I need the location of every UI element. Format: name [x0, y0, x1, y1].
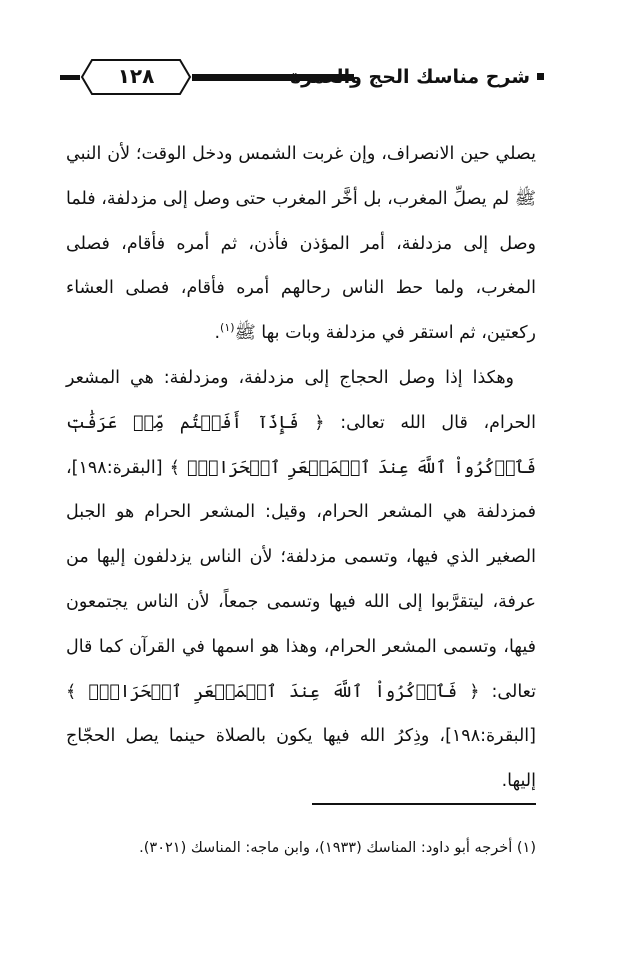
paragraph-1-line-4: المغرب، ولما حط الناس رحالهم أمره فأقام، فصلى العشاء ركعتين،: [66, 278, 536, 344]
paragraph-1-line-3: فلما وصل إلى مزدلفة، أمر المؤذن فأذن، ثم أمره فأقام، فصلى: [66, 188, 536, 254]
body-text: [66, 132, 536, 804]
footnote: (١) أخرجه أبو داود: المناسك (١٩٣٣)، وابن ماجه: المناسك (٣٠٢١).: [139, 840, 536, 856]
paragraph-1-line-5: ثم استقر في مزدلفة وبات بها ﷺ: [234, 323, 476, 344]
header-rule-tail: [60, 75, 80, 80]
footnote-rule: [312, 803, 536, 805]
quran-verse-2: ﴿ فَٱذۡكُرُواْ ٱللَّهَ عِندَ ٱلۡمَشۡعَرِ ٱلۡحَرَامِۖ ﴾: [66, 681, 480, 702]
page-number: ١٢٨: [117, 64, 155, 88]
paragraph-2-text-1: وهكذا إذا وصل الحجاج إلى مزدلفة، ومزدلفة: هي المشعر الحرام، قال الله تعالى:: [66, 367, 536, 433]
paragraph-2: [66, 356, 536, 804]
running-header: [60, 58, 544, 98]
page-number-frame: [80, 58, 192, 96]
footnote-reference: (١): [220, 321, 235, 335]
paragraph-2-text-2: [البقرة:١٩٨]، فمزدلفة هي المشعر الحرام، وقيل: المشعر الحرام هو الجبل الصغير الذي فيها، وتسمى مزدلفة؛ لأن الناس يزدلفون إليها من عرفة، ليتقرَّبوا إلى الله فيها وتسمى جمعاً، لأن الناس يجتمعون فيها، وتسمى المشعر الحرام، وهذا هو اسمها في القرآن كما قال تعالى:: [66, 457, 536, 702]
paragraph-2-text-3: [البقرة:١٩٨]، وذِكرُ الله فيها يكون بالصلاة حينما يصل الحجّاج إليها.: [66, 726, 536, 792]
paragraph-1: يصلي حين الانصراف، وإن غربت الشمس ودخل الوقت؛ لأن النبي ﷺ لم يصلِّ المغرب، بل أخَّر المغرب حتى وصل إلى مزدلفة، فلما وصل إلى مزدلفة، أمر المؤذن فأذن، ثم أمره فأقام، فصلى المغرب، ولما حط الناس رحالهم أمره فأقام، فصلى العشاء ركعتين، ثم استقر في مزدلفة وبات بها ﷺ$^{(١)}$.: [66, 144, 536, 344]
title-bullet: [537, 73, 544, 80]
book-title: شرح مناسك الحج والعمرة: [289, 66, 530, 88]
paragraph-1-line-1: يصلي حين الانصراف، وإن غربت الشمس ودخل الوقت؛ لأن: [107, 144, 536, 164]
paragraph-1-line-2: النبي ﷺ لم يصلِّ المغرب، بل أخَّر المغرب حتى وصل إلى مزدلفة،: [66, 144, 536, 209]
quran-verse-1: ﴿ فَإِذَآ أَفَضۡتُم مِّنۡ عَرَفَٰتٖ فَٱذۡكُرُواْ ٱللَّهَ عِندَ ٱلۡمَشۡعَرِ ٱلۡحَرَامِۖ ﴾: [66, 412, 536, 478]
